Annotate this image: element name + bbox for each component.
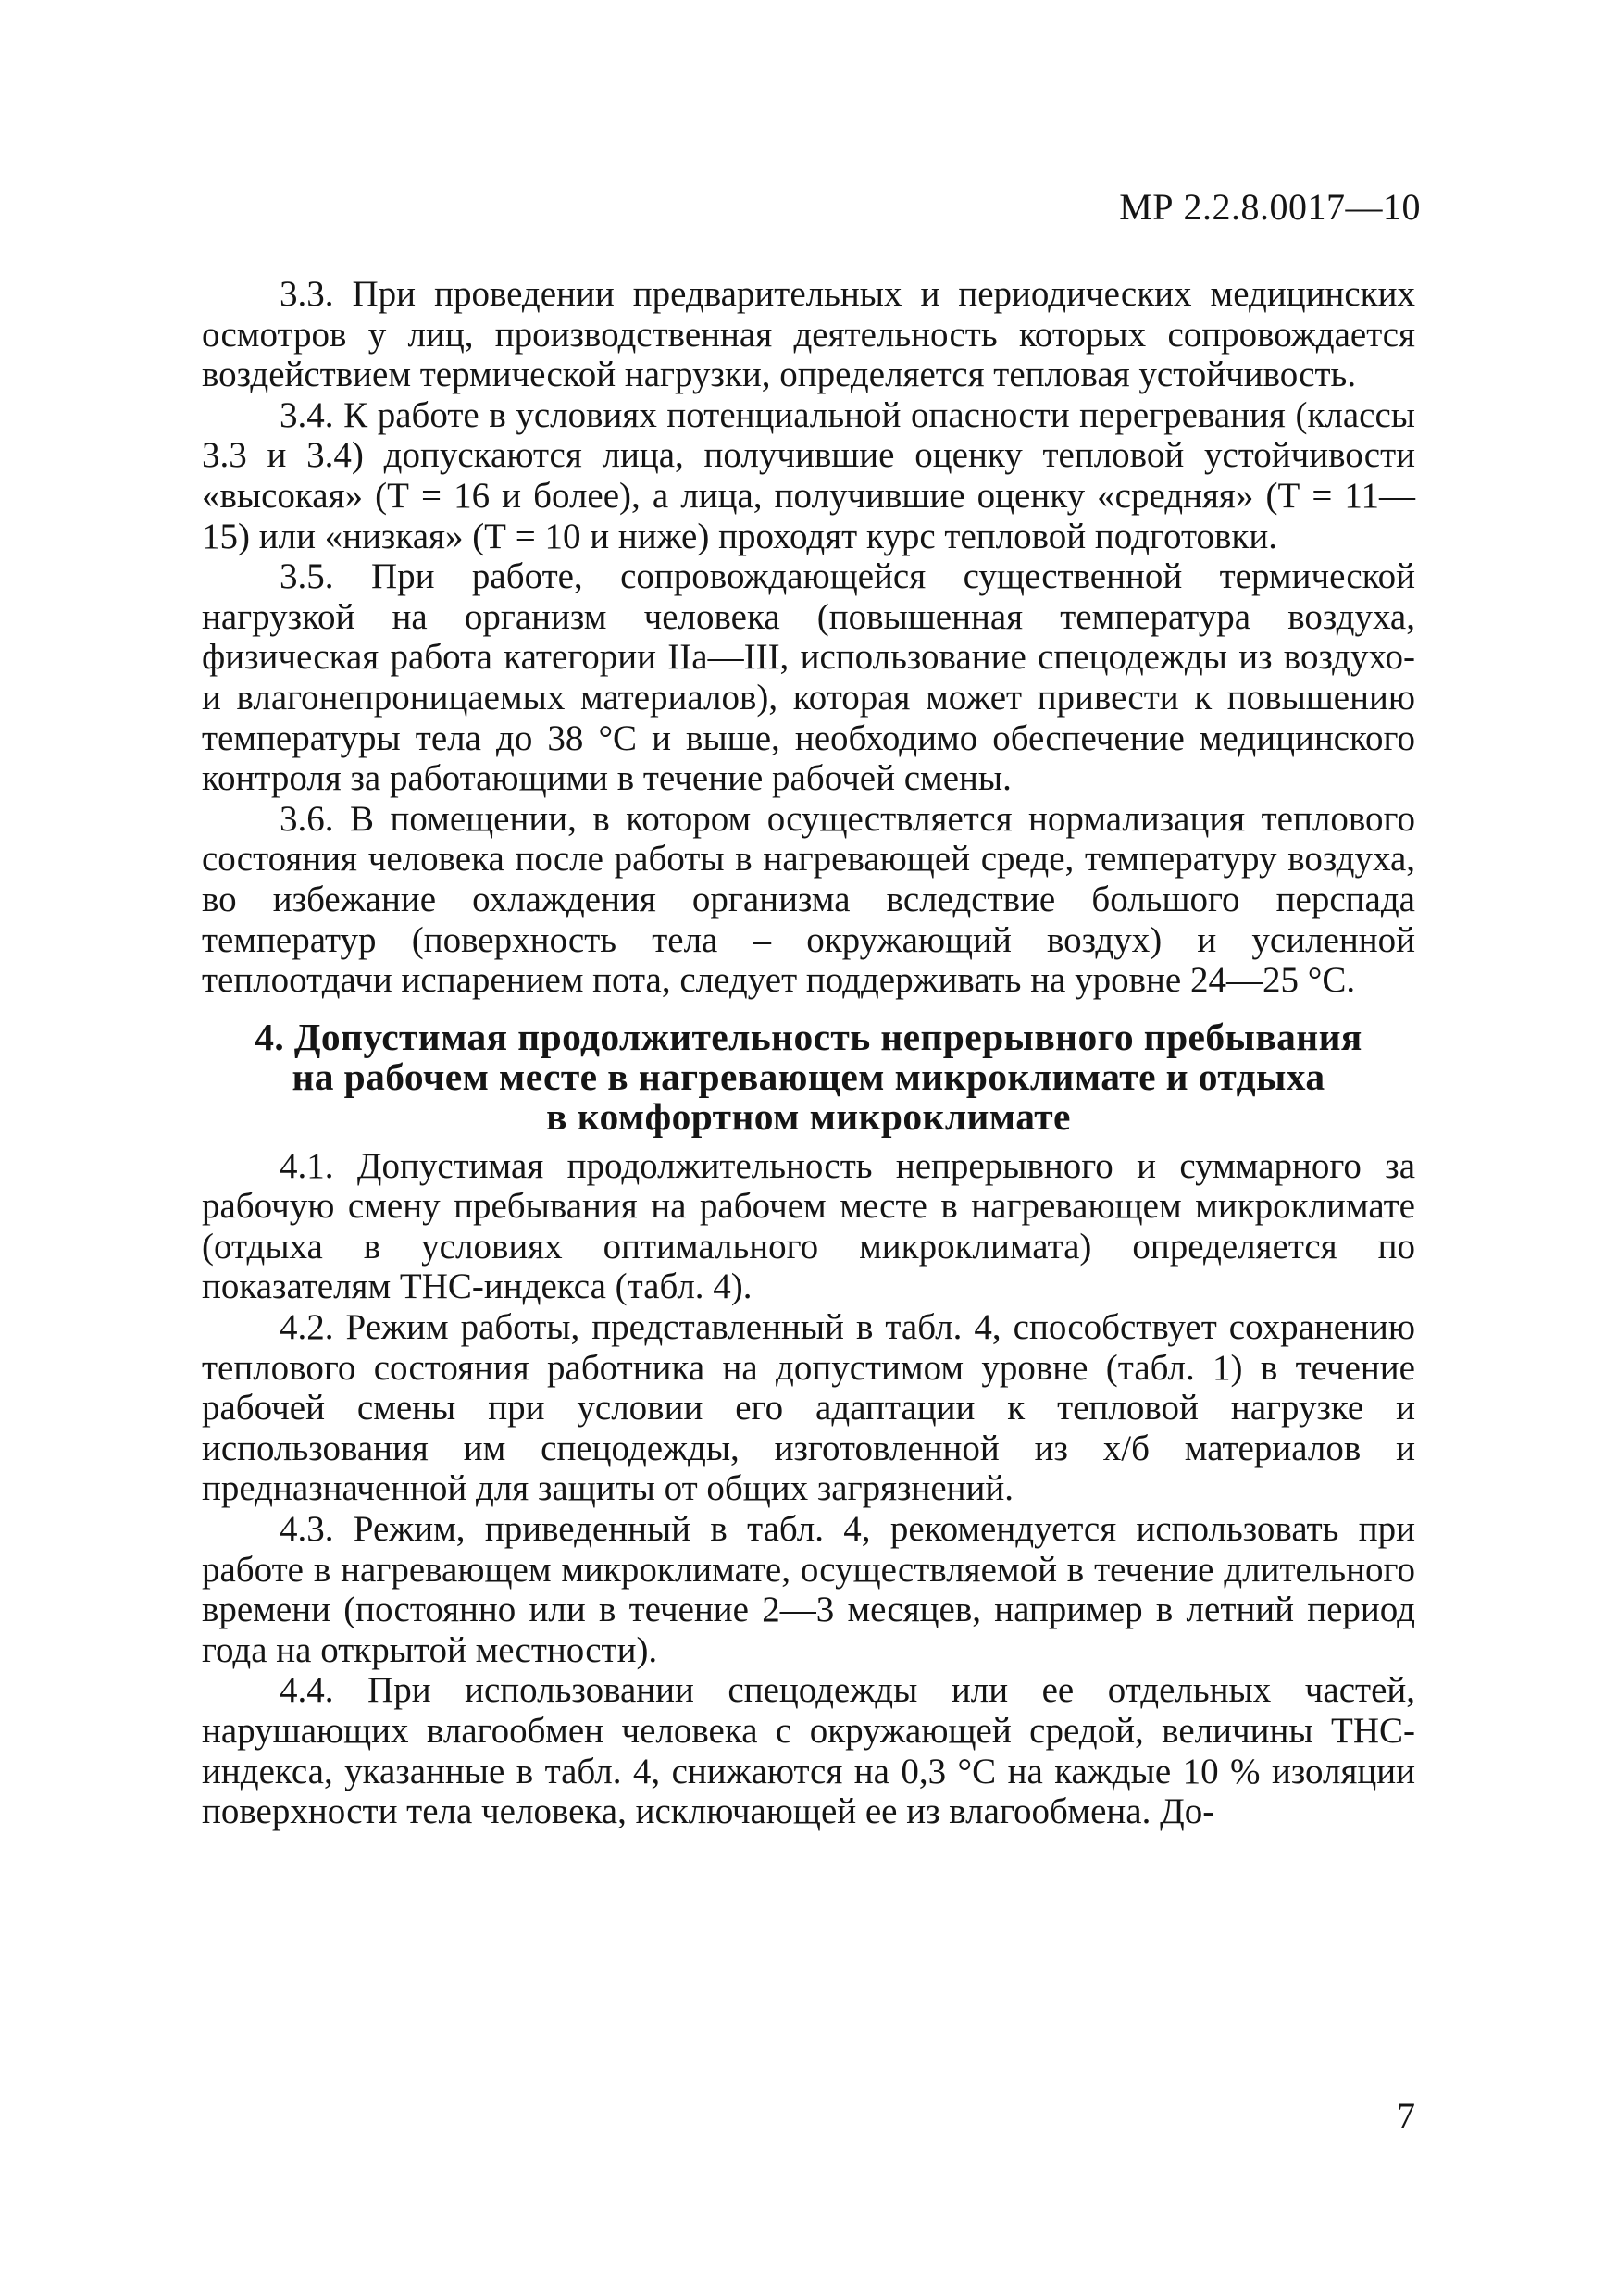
paragraph-4-4: 4.4. При использовании спецодежды или ее отдельных частей, нарушающих влагообмен человека с окружающей средой, величины ТНС-индекса, указанные в табл. 4, снижаются на 0,3 °С на каждые 10 % изоляции поверхности тела человека, исключающей ее из влагообмена. До- xyxy=(202,1670,1415,1832)
section-4-heading-line-3: в комфортном микроклимате xyxy=(546,1094,1071,1138)
paragraph-4-2: 4.2. Режим работы, представленный в табл. 4, способствует сохранению теплового состояния работника на допустимом уровне (табл. 1) в течение рабочей смены при условии его адаптации к тепловой нагрузке и использования им спецодежды, изготовленной из х/б материалов и предназначенной для защиты от общих загрязнений. xyxy=(202,1307,1415,1509)
paragraph-3-5: 3.5. При работе, сопровождающейся существенной термической нагрузкой на организм человека (повышенная температура воздуха, физическая работа категории IIа—III, использование спецодежды из воздухо- и влагонепроницаемых материалов), которая может привести к повышению температуры тела до 38 °С и выше, необходимо обеспечение медицинского контроля за работающими в течение рабочей смены. xyxy=(202,556,1415,799)
paragraph-4-3: 4.3. Режим, приведенный в табл. 4, рекомендуется использовать при работе в нагревающем микроклимате, осуществляемой в течение длительного времени (постоянно или в течение 2—3 месяцев, например в летний период года на открытой местности). xyxy=(202,1509,1415,1670)
page-number: 7 xyxy=(1397,2095,1415,2137)
section-4-heading xyxy=(202,1017,1415,1137)
paragraph-3-3: 3.3. При проведении предварительных и периодических медицинских осмотров у лиц, производственная деятельность которых сопровождается воздействием термической нагрузки, определяется тепловая устойчивость. xyxy=(202,274,1415,395)
paragraph-3-4: 3.4. К работе в условиях потенциальной опасности перегревания (классы 3.3 и 3.4) допускаются лица, получившие оценку тепловой устойчивости «высокая» (Т = 16 и более), а лица, получившие оценку «средняя» (Т = 11—15) или «низкая» (Т = 10 и ниже) проходят курс тепловой подготовки. xyxy=(202,394,1415,556)
body-text xyxy=(202,274,1415,1832)
paragraph-4-1: 4.1. Допустимая продолжительность непрерывного и суммарного за рабочую смену пребывания на рабочем месте в нагревающем микроклимате (отдыха в условиях оптимального микроклимата) определяется по показателям ТНС-индекса (табл. 4). xyxy=(202,1145,1415,1307)
document-code: МР 2.2.8.0017—10 xyxy=(1119,186,1421,228)
section-4-heading-line-1: 4. Допустимая продолжительность непрерывного пребывания xyxy=(255,1015,1362,1058)
paragraph-3-6: 3.6. В помещении, в котором осуществляется нормализация теплового состояния человека после работы в нагревающей среде, температуру воздуха, во избежание охлаждения организма вследствие большого перспада температур (поверхность тела – окружающий воздух) и усиленной теплоотдачи испарением пота, следует поддерживать на уровне 24—25 °С. xyxy=(202,798,1415,1001)
section-4-heading-line-2: на рабочем месте в нагревающем микроклимате и отдыха xyxy=(292,1054,1325,1098)
